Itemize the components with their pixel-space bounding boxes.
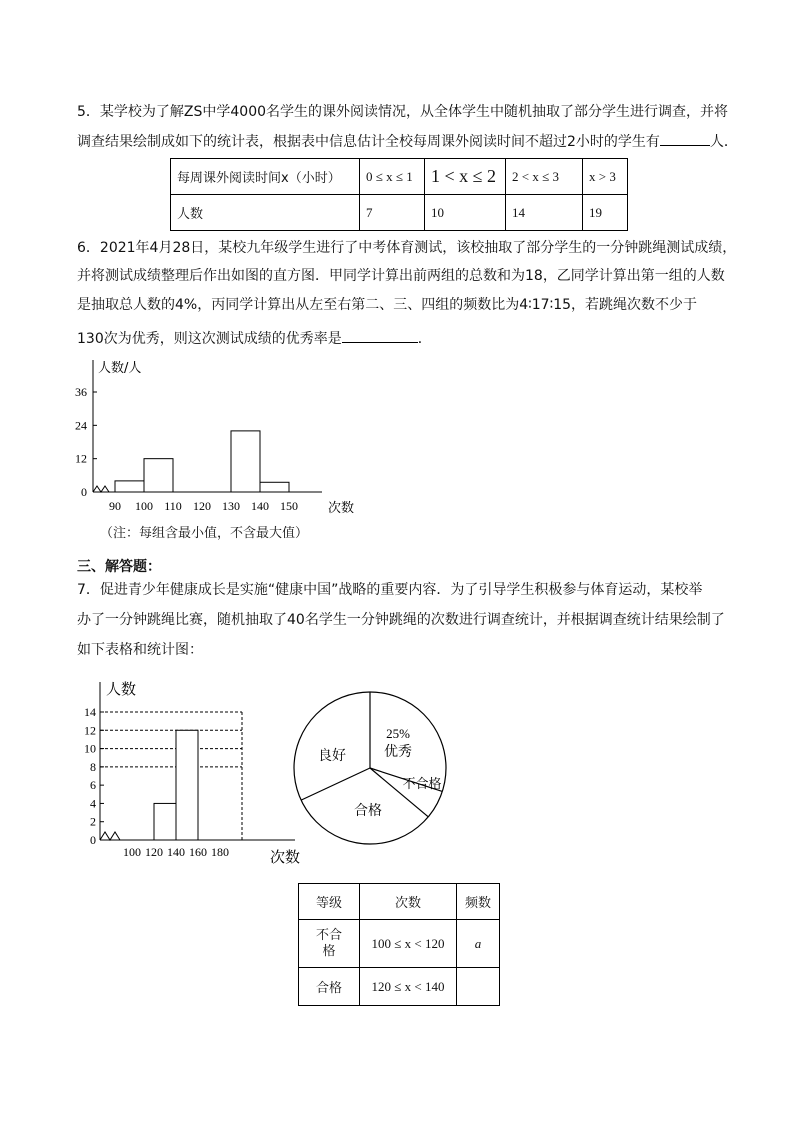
axis-break: [100, 832, 120, 840]
q5-table: [170, 158, 628, 231]
q7-table: [298, 883, 500, 1006]
histogram-bar: [260, 482, 289, 492]
q6-line2: 并将测试成绩整理后作出如图的直方图．甲同学计算出前两组的总数和为18，乙同学计算出第一组的人数: [77, 268, 725, 284]
section-title: 三、解答题：: [77, 559, 161, 575]
q7-th-1: 次数: [360, 884, 457, 920]
histogram-2: [70, 672, 320, 867]
histogram-bar: [176, 730, 198, 840]
axis-break: [93, 486, 109, 492]
x-tick-label: 120: [145, 845, 163, 859]
pie-label: 合格: [354, 803, 382, 819]
x-axis-label: 次数: [328, 501, 355, 516]
q5-th-0: 每周课外阅读时间x（小时）: [171, 159, 360, 195]
q6-line4-text: 130次为优秀，则这次测试成绩的优秀率是: [77, 331, 342, 347]
x-tick-label: 140: [167, 845, 185, 859]
pie-label: 不合格: [402, 777, 442, 792]
pie-chart: [290, 688, 450, 848]
x-tick-label: 180: [211, 845, 229, 859]
q5-line2-text: 调查结果绘制成如下的统计表，根据表中信息估计全校每周课外阅读时间不超过2小时的学生有: [77, 134, 660, 150]
q7-th-2: 频数: [457, 884, 500, 920]
histogram-bar: [154, 803, 176, 840]
x-tick-label: 100: [123, 845, 141, 859]
q5-td-4: 19: [583, 195, 628, 231]
q7-td-freq: a: [457, 920, 500, 968]
q5-th-3: 2 < x ≤ 3: [506, 159, 583, 195]
q7-line1: 7．促进青少年健康成长是实施“健康中国”战略的重要内容．为了引导学生积极参与体育运动，某校举: [77, 582, 703, 598]
x-tick-label: 160: [189, 845, 207, 859]
x-tick-label: 130: [222, 499, 240, 513]
y-tick-label: 12: [84, 723, 96, 738]
y-axis-label: 人数/人: [98, 361, 142, 376]
x-tick-label: 110: [164, 499, 182, 513]
q6-line1: 6．2021年4月28日，某校九年级学生进行了中考体育测试，该校抽取了部分学生的一分钟跳绳测试成绩，: [77, 240, 737, 256]
x-tick-label: 120: [193, 499, 211, 513]
y-tick-label: 14: [84, 705, 96, 719]
q5-line2: [77, 131, 738, 152]
q5-td-2: 10: [425, 195, 506, 231]
y-tick-label: 2: [90, 814, 96, 829]
q7-line3: 如下表格和统计图：: [77, 642, 203, 658]
q7-th-0: 等级: [299, 884, 360, 920]
q6-line4-end: ．: [417, 331, 432, 347]
q5-td-0: 人数: [171, 195, 360, 231]
histogram-bar: [115, 481, 144, 492]
q5-th-1: 0 ≤ x ≤ 1: [360, 159, 425, 195]
histogram-bar: [231, 431, 260, 492]
q7-td-grade: 合格: [299, 968, 360, 1006]
pie-label: 25%: [386, 726, 410, 741]
x-axis-label: 次数: [270, 848, 301, 866]
q6-line4: [77, 328, 432, 349]
q5-td-1: 7: [360, 195, 425, 231]
q7-td-grade: 不合格: [299, 920, 360, 968]
q5-th-2: 1 < x ≤ 2: [425, 159, 506, 195]
y-tick-label: 6: [90, 778, 96, 793]
y-tick-label: 24: [75, 418, 87, 433]
y-tick-label: 36: [75, 385, 87, 399]
x-tick-label: 100: [135, 499, 153, 513]
answer-blank[interactable]: [660, 131, 710, 146]
y-tick-label: 10: [84, 741, 96, 756]
y-tick-label: 0: [81, 485, 87, 499]
y-axis-label: 人数: [106, 680, 137, 698]
q7-line2: 办了一分钟跳绳比赛，随机抽取了40名学生一分钟跳绳的次数进行调查统计，并根据调查统计结果绘制了: [77, 612, 725, 628]
y-tick-label: 12: [75, 451, 87, 466]
y-tick-label: 8: [90, 759, 96, 774]
y-tick-label: 0: [90, 833, 96, 847]
q7-td-range: 120 ≤ x < 140: [360, 968, 457, 1006]
q6-note: （注：每组含最小值，不含最大值）: [100, 526, 309, 541]
q5-line1: 5．某学校为了解ZS中学4000名学生的课外阅读情况，从全体学生中随机抽取了部分学生进行调查，并将: [77, 104, 729, 120]
answer-blank[interactable]: [342, 328, 418, 343]
pie-label: 良好: [318, 748, 346, 764]
q5-line2-end: 人．: [709, 134, 738, 150]
pie-label: 优秀: [384, 744, 412, 760]
q7-td-range: 100 ≤ x < 120: [360, 920, 457, 968]
x-tick-label: 150: [280, 499, 298, 513]
histogram-bar: [144, 459, 173, 492]
q5-th-4: x > 3: [583, 159, 628, 195]
q6-line3: 是抽取总人数的4%，丙同学计算出从左至右第二、三、四组的频数比为4∶17∶15，若跳绳次数不少于: [77, 297, 698, 313]
y-tick-label: 4: [90, 796, 96, 811]
x-tick-label: 140: [251, 499, 269, 513]
q5-td-3: 14: [506, 195, 583, 231]
histogram-1: [60, 352, 370, 524]
x-tick-label: 90: [109, 499, 121, 513]
q7-td-freq: [457, 968, 500, 1006]
